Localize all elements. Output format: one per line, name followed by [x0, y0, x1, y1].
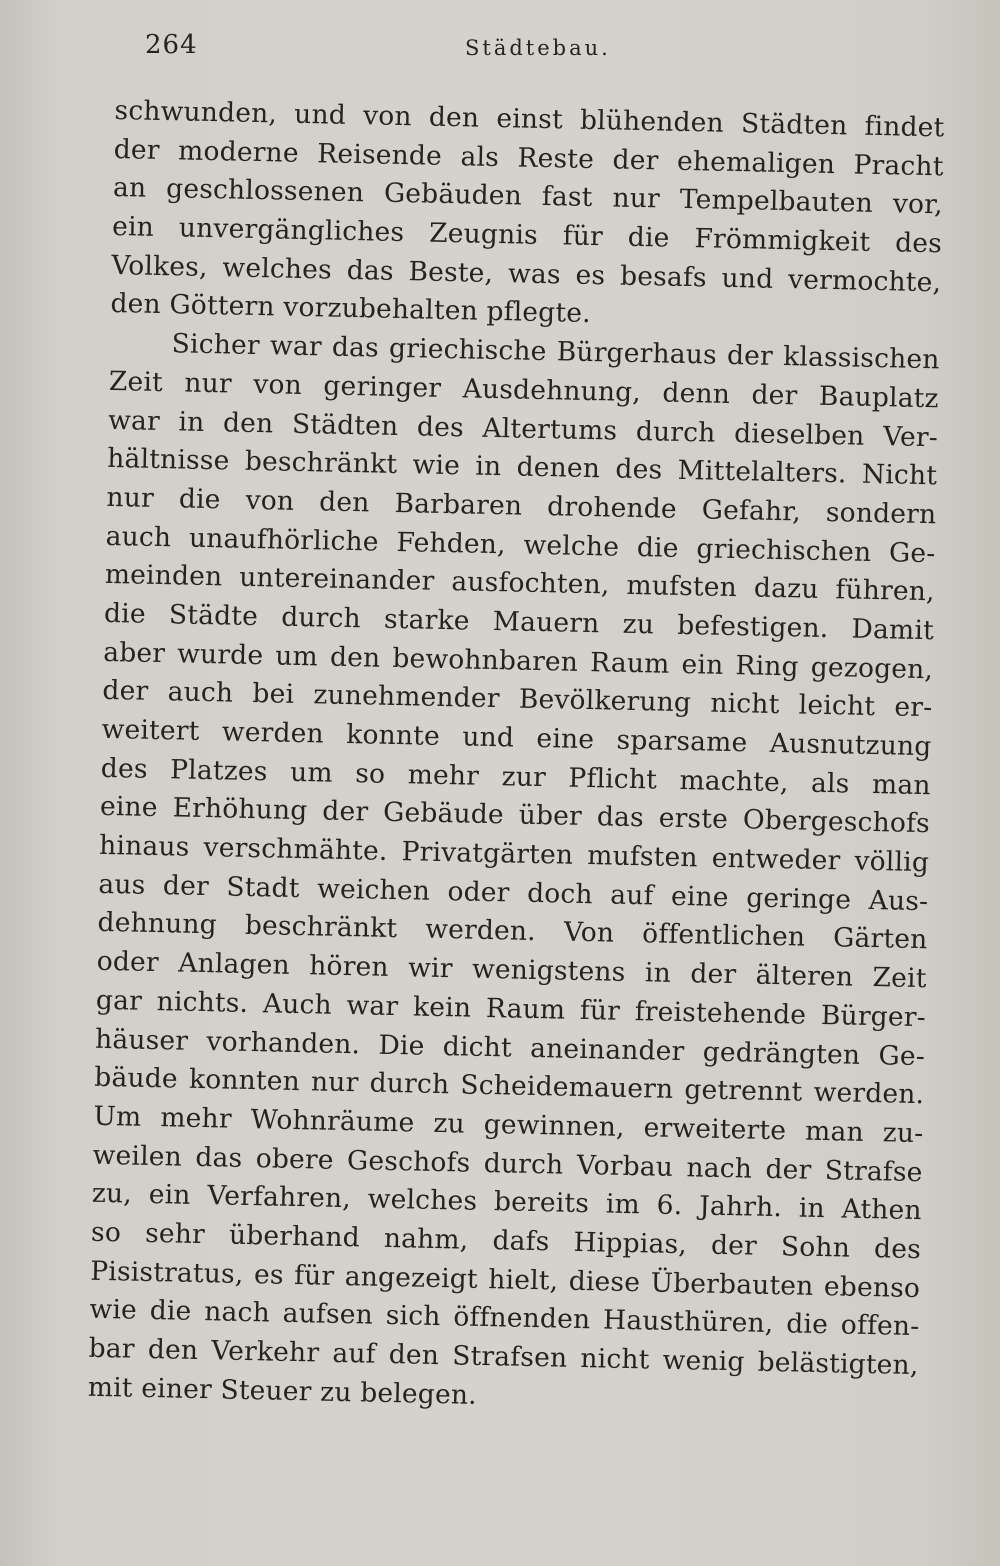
- text-line: Volkes, welches das Beste, was es besafs und vermochte,: [111, 249, 942, 299]
- text-line: mit einer Steuer zu belegen.: [87, 1371, 478, 1411]
- text-line: Zeit nur von geringer Ausdehnung, denn der Bauplatz: [108, 365, 940, 415]
- text-line: den Göttern vorzubehalten pflegte.: [110, 288, 592, 330]
- text-line: nur die von den Barbaren drohende Gefahr, sondern: [106, 481, 937, 531]
- text-line: der auch bei zunehmender Bevölkerung nicht leicht er-: [102, 675, 933, 724]
- text-line: an geschlossenen Gebäuden fast nur Tempelbauten vor,: [112, 172, 944, 221]
- text-line: Um mehr Wohnräume zu gewinnen, erweiterte man zu-: [93, 1100, 924, 1150]
- page-number: 264: [145, 30, 198, 60]
- text-line: meinden untereinander ausfochten, mufsten dazu führen,: [104, 559, 936, 608]
- text-line: dehnung beschränkt werden. Von öffentlichen Gärten: [97, 907, 928, 956]
- text-line: Pisistratus, es für angezeigt hielt, diese Überbauten ebenso: [89, 1255, 921, 1304]
- text-line: so sehr überhand nahm, dafs Hippias, der Sohn des: [90, 1216, 922, 1266]
- text-line: gar nichts. Auch war kein Raum für freistehende Bürger-: [95, 984, 927, 1033]
- text-line: schwunden, und von den einst blühenden Städten findet: [114, 94, 945, 144]
- text-line: bäude konnten nur durch Scheidemauern getrennt werden.: [94, 1061, 925, 1111]
- text-line: weilen das obere Geschofs durch Vorbau nach der Strafse: [92, 1139, 923, 1188]
- text-line: die Städte durch starke Mauern zu befestigen. Damit: [103, 597, 935, 647]
- text-line: oder Anlagen hören wir wenigstens in der älteren Zeit: [96, 945, 927, 995]
- text-line: häuser vorhanden. Die dicht aneinander gedrängten Ge-: [94, 1023, 926, 1072]
- text-line: auch unaufhörliche Fehden, welche die griechischen Ge-: [105, 520, 936, 569]
- text-line: des Platzes um so mehr zur Pflicht machte, als man: [100, 752, 931, 801]
- text-line: wie die nach aufsen sich öffnenden Hausthüren, die offen-: [89, 1294, 920, 1343]
- text-line: bar den Verkehr auf den Strafsen nicht wenig belästigten,: [88, 1332, 919, 1382]
- text-line: der moderne Reisende als Reste der ehemaligen Pracht: [113, 133, 944, 183]
- text-line: weitert werden konnte und eine sparsame Ausnutzung: [101, 713, 932, 763]
- text-line: aus der Stadt weichen oder doch auf eine geringe Aus-: [98, 868, 929, 917]
- text-line: war in den Städten des Altertums durch dieselben Ver-: [107, 404, 939, 453]
- text-line: hältnisse beschränkt wie in denen des Mittelalters. Nicht: [106, 443, 938, 492]
- text-line: zu, ein Verfahren, welches bereits im 6. Jahrh. in Athen: [91, 1178, 923, 1227]
- running-title: Städtebau.: [465, 36, 611, 60]
- paragraph-start-line: Sicher war das griechische Bürgerhaus der klassischen: [171, 328, 940, 376]
- text-line: hinaus verschmähte. Privatgärten mufsten entweder völlig: [98, 829, 930, 879]
- text-line: aber wurde um den bewohnbaren Raum ein Ring gezogen,: [102, 636, 934, 685]
- text-line: ein unvergängliches Zeugnis für die Frömmigkeit des: [111, 211, 943, 260]
- body-text: [87, 92, 944, 1424]
- text-line: eine Erhöhung der Gebäude über das erste Obergeschofs: [99, 791, 931, 840]
- page-header: [145, 30, 925, 70]
